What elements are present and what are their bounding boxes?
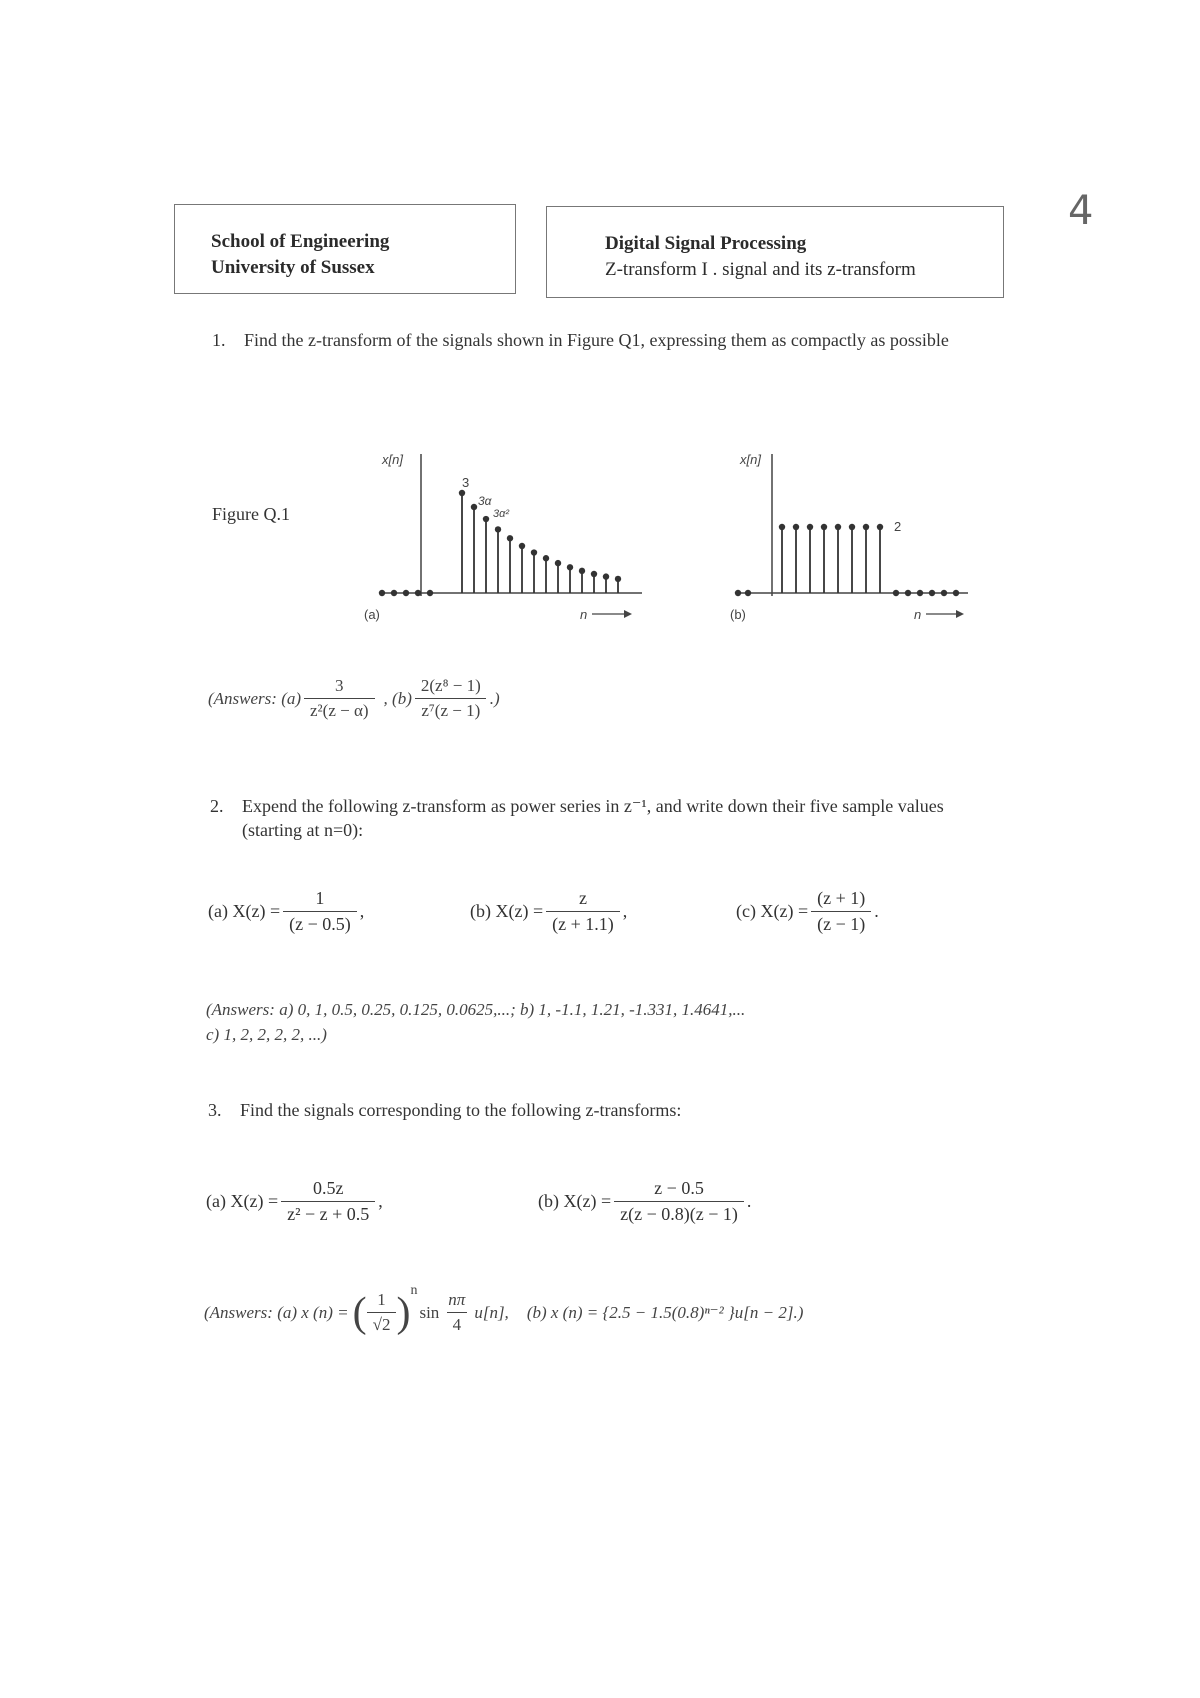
q2-part-a-num: 1: [315, 888, 325, 908]
q1-answer-b-den: z⁷(z − 1): [415, 698, 486, 721]
q3-answers-prefix: (Answers: (a) x (n) =: [204, 1302, 349, 1322]
plot-b-zero-right-0: [893, 590, 899, 596]
q3-answer-a-arg-num: nπ: [448, 1290, 466, 1309]
plot-a-stem-9-dot: [567, 564, 573, 570]
plot-b-zero-right-2: [917, 590, 923, 596]
q1-answer-b: [415, 676, 487, 721]
q3-part-a-label: (a) X(z) =: [206, 1191, 279, 1211]
plot-b-arrowhead: [956, 610, 964, 618]
plot-b-zero-right-5: [953, 590, 959, 596]
q2-part-a: [208, 888, 364, 935]
q3-part-a-comma: ,: [378, 1191, 383, 1211]
plot-b-value-2: 2: [894, 519, 902, 534]
q1-answers-prefix: (Answers: (a): [208, 688, 302, 708]
plot-b-stem-1-dot: [793, 524, 799, 530]
plot-a-zero-sample-4: [427, 590, 433, 596]
q1-answers-close: .): [489, 688, 500, 708]
plot-a-stem-1-dot: [471, 504, 477, 510]
q1-number: 1.: [212, 330, 226, 350]
q2-part-c-label: (c) X(z) =: [736, 901, 809, 921]
plot-b-stem-7-dot: [877, 524, 883, 530]
q3-answer-a-exp: n: [410, 1282, 418, 1298]
q3-answer-a-den: √2: [367, 1312, 397, 1335]
q3-part-a: [206, 1178, 383, 1225]
q2-answers-line2: c) 1, 2, 2, 2, 2, ...): [206, 1025, 327, 1044]
q3-answer-a-arg-den: 4: [447, 1312, 468, 1335]
plot-b-ylabel: x[n]: [740, 452, 761, 467]
q1-answer-a: [304, 676, 375, 721]
q1-answer-a-num: 3: [335, 676, 344, 695]
q1-answers: [208, 676, 500, 721]
q3-part-b-label: (b) X(z) =: [538, 1191, 612, 1211]
plot-a-stem-2-dot: [483, 516, 489, 522]
q2-part-a-den: (z − 0.5): [283, 911, 357, 935]
q2-part-c-den: (z − 1): [811, 911, 871, 935]
q2-part-c-period: .: [874, 901, 879, 921]
q3-answers: [204, 1282, 804, 1336]
plot-b-stem-2-dot: [807, 524, 813, 530]
q3-answer-b: (b) x (n) = {2.5 − 1.5(0.8)ⁿ⁻² }u[n − 2].): [526, 1302, 804, 1322]
plot-a-stem-13-dot: [615, 576, 621, 582]
plot-a-value-3a: 3α: [478, 494, 492, 508]
plot-b-stem-0-dot: [779, 524, 785, 530]
plot-a-zero-sample-2: [403, 590, 409, 596]
plot-b-xlabel: n: [914, 607, 922, 622]
q2-part-b: [470, 888, 627, 935]
header-right-box: [546, 206, 1004, 298]
q2-part-a-comma: ,: [359, 901, 365, 921]
sheet-topic: Z-transform I . signal and its z-transform: [605, 259, 916, 280]
plot-a-xlabel: n: [580, 607, 588, 622]
plot-b-stem-6-dot: [863, 524, 869, 530]
plot-b-stem-3-dot: [821, 524, 827, 530]
school-name: School of Engineering: [211, 231, 390, 252]
q1-answer-a-den: z²(z − α): [304, 698, 375, 721]
q2-part-b-num: z: [578, 888, 587, 908]
plot-a-stem-3-dot: [495, 526, 501, 532]
plot-b-zero-right-1: [905, 590, 911, 596]
plot-b-stem-5-dot: [849, 524, 855, 530]
q1-answer-b-num: 2(z⁸ − 1): [420, 676, 481, 695]
header-left-box: [174, 204, 516, 294]
figure-label: Figure Q.1: [212, 504, 290, 524]
plot-a-stem-8-dot: [555, 560, 561, 566]
q3-part-b-num: z − 0.5: [654, 1178, 704, 1198]
plot-b-zero-right-4: [941, 590, 947, 596]
q2-part-a-frac: [283, 888, 357, 935]
plot-a-stem-4-dot: [507, 535, 513, 541]
q3-answer-a-paren-close: ): [396, 1289, 411, 1336]
plot-a-zero-sample-3: [415, 590, 421, 596]
q3-answer-a-paren-open: (: [352, 1289, 367, 1336]
q1-answers-sep: , (b): [383, 688, 412, 708]
plot-b-zero-left-1: [745, 590, 751, 596]
q2-part-b-den: (z + 1.1): [546, 911, 620, 935]
q3-part-a-frac: [281, 1178, 375, 1225]
q3-answer-a-frac: [367, 1290, 397, 1335]
q2-text: Expend the following z-transform as power series in z⁻¹, and write down their five sample values (starting at n=0):: [242, 796, 944, 840]
q3-text: Find the signals corresponding to the following z-transforms:: [240, 1100, 682, 1120]
q3-part-b-den: z(z − 0.8)(z − 1): [614, 1201, 744, 1225]
q3-part-b: [538, 1178, 751, 1225]
plot-b-stem-4-dot: [835, 524, 841, 530]
university-name: University of Sussex: [211, 257, 375, 278]
q2-part-a-label: (a) X(z) =: [208, 901, 281, 921]
plot-a-zero-sample-0: [379, 590, 385, 596]
course-title: Digital Signal Processing: [605, 233, 807, 254]
plot-a-zero-sample-1: [391, 590, 397, 596]
plot-a-stem-5-dot: [519, 543, 525, 549]
q3-answer-a-sin: sin: [419, 1302, 440, 1322]
plot-a-label: (a): [364, 607, 380, 622]
q3-answer-a-tail: u[n],: [474, 1302, 509, 1322]
q2-number: 2.: [210, 796, 224, 816]
q2-part-c-frac: [811, 888, 871, 935]
plot-a-ylabel: x[n]: [382, 452, 403, 467]
plot-a-stem-7-dot: [543, 555, 549, 561]
plot-a-value-3: 3: [462, 475, 470, 490]
plot-b-label: (b): [730, 607, 746, 622]
plot-b-zero-left-0: [735, 590, 741, 596]
q3-part-a-num: 0.5z: [312, 1178, 344, 1198]
q3-part-b-period: .: [746, 1191, 752, 1211]
q2-part-b-label: (b) X(z) =: [470, 901, 544, 921]
q2-answers-line1: (Answers: a) 0, 1, 0.5, 0.25, 0.125, 0.0625,...; b) 1, -1.1, 1.21, -1.331, 1.4641,...: [206, 1000, 746, 1019]
q3-answer-a-arg: [442, 1290, 471, 1335]
plot-b-zero-right-3: [929, 590, 935, 596]
plot-a-stem-11-dot: [591, 571, 597, 577]
q1-text: Find the z-transform of the signals shown in Figure Q1, expressing them as compactly as possible: [244, 330, 949, 350]
q2-part-b-frac: [546, 888, 620, 935]
q3-number: 3.: [208, 1100, 222, 1120]
plot-a-stem-0-dot: [459, 490, 465, 496]
plot-a-stem-10-dot: [579, 568, 585, 574]
q3-answer-a-num: 1: [377, 1290, 386, 1309]
q3-part-a-den: z² − z + 0.5: [281, 1201, 375, 1225]
plot-a-value-3a2: 3α²: [493, 508, 510, 520]
q2-part-b-comma: ,: [622, 901, 628, 921]
plot-b: [728, 448, 998, 628]
plot-a-stem-6-dot: [531, 549, 537, 555]
q2-part-c-num: (z + 1): [817, 888, 866, 908]
plot-a: [360, 448, 660, 628]
page-number: 4: [1068, 188, 1094, 234]
plot-a-stem-12-dot: [603, 573, 609, 579]
q3-part-b-frac: [614, 1178, 744, 1225]
plot-a-arrowhead: [624, 610, 632, 618]
q2-part-c: [736, 888, 879, 935]
